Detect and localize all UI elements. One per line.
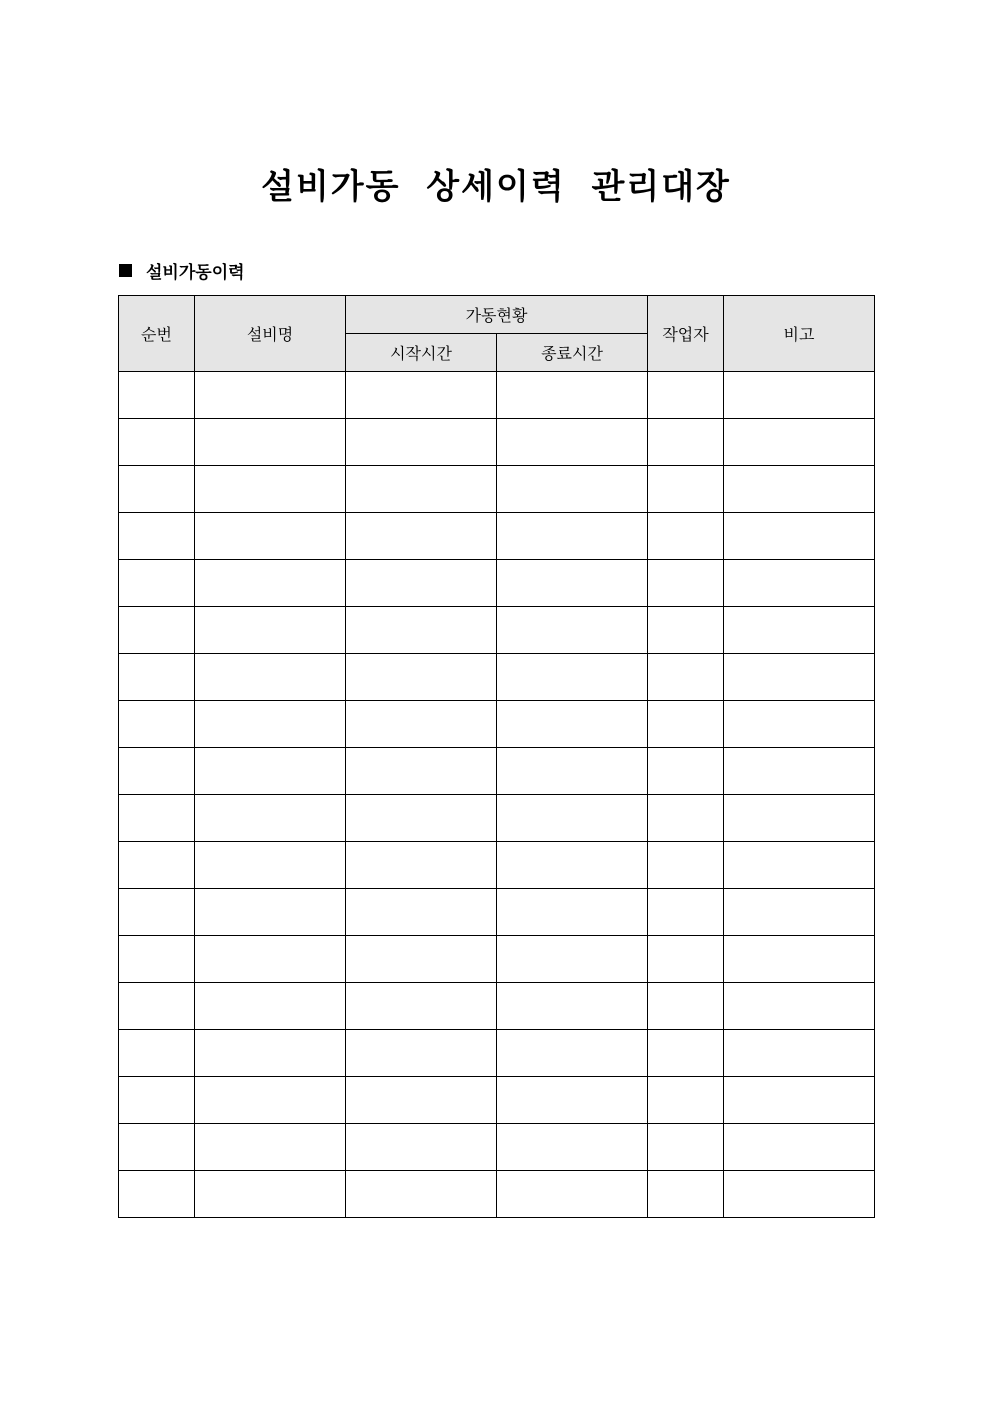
cell-equipment[interactable]	[195, 1030, 346, 1077]
cell-equipment[interactable]	[195, 748, 346, 795]
page-title: 설비가동 상세이력 관리대장	[261, 167, 731, 207]
table-header	[119, 296, 875, 372]
cell-start-time[interactable]	[346, 748, 497, 795]
cell-start-time[interactable]	[346, 560, 497, 607]
cell-start-time[interactable]	[346, 983, 497, 1030]
square-bullet-icon	[119, 264, 132, 277]
cell-end-time[interactable]	[497, 795, 648, 842]
cell-no[interactable]	[119, 607, 195, 654]
table-row	[119, 1124, 875, 1171]
cell-no[interactable]	[119, 1124, 195, 1171]
cell-remarks[interactable]	[724, 1030, 875, 1077]
cell-start-time[interactable]	[346, 1124, 497, 1171]
cell-end-time[interactable]	[497, 654, 648, 701]
cell-operator[interactable]	[648, 419, 724, 466]
cell-end-time[interactable]	[497, 560, 648, 607]
cell-remarks[interactable]	[724, 1124, 875, 1171]
cell-no[interactable]	[119, 654, 195, 701]
operation-history-table	[118, 295, 875, 1218]
cell-remarks[interactable]	[724, 419, 875, 466]
cell-equipment[interactable]	[195, 936, 346, 983]
cell-start-time[interactable]	[346, 466, 497, 513]
cell-operator[interactable]	[648, 983, 724, 1030]
header-operator: 작업자	[648, 296, 724, 372]
cell-end-time[interactable]	[497, 889, 648, 936]
cell-end-time[interactable]	[497, 936, 648, 983]
cell-no[interactable]	[119, 748, 195, 795]
cell-start-time[interactable]	[346, 889, 497, 936]
cell-equipment[interactable]	[195, 419, 346, 466]
table-row	[119, 1171, 875, 1218]
cell-remarks[interactable]	[724, 701, 875, 748]
cell-operator[interactable]	[648, 1030, 724, 1077]
cell-start-time[interactable]	[346, 513, 497, 560]
cell-operator[interactable]	[648, 466, 724, 513]
table-row	[119, 466, 875, 513]
cell-operator[interactable]	[648, 842, 724, 889]
cell-start-time[interactable]	[346, 1030, 497, 1077]
cell-operator[interactable]	[648, 936, 724, 983]
section-heading	[119, 257, 245, 283]
cell-no[interactable]	[119, 419, 195, 466]
cell-remarks[interactable]	[724, 513, 875, 560]
cell-operator[interactable]	[648, 607, 724, 654]
header-end-time: 종료시간	[497, 334, 648, 372]
table-row	[119, 1030, 875, 1077]
cell-start-time[interactable]	[346, 701, 497, 748]
cell-operator[interactable]	[648, 1171, 724, 1218]
cell-start-time[interactable]	[346, 654, 497, 701]
cell-operator[interactable]	[648, 560, 724, 607]
cell-end-time[interactable]	[497, 372, 648, 419]
table-row	[119, 701, 875, 748]
cell-no[interactable]	[119, 983, 195, 1030]
cell-equipment[interactable]	[195, 983, 346, 1030]
cell-equipment[interactable]	[195, 513, 346, 560]
table-row	[119, 607, 875, 654]
cell-end-time[interactable]	[497, 513, 648, 560]
table-row	[119, 748, 875, 795]
cell-end-time[interactable]	[497, 1124, 648, 1171]
table-row	[119, 654, 875, 701]
cell-no[interactable]	[119, 842, 195, 889]
table-row	[119, 1077, 875, 1124]
cell-equipment[interactable]	[195, 1077, 346, 1124]
cell-operator[interactable]	[648, 1077, 724, 1124]
table-row	[119, 372, 875, 419]
cell-equipment[interactable]	[195, 560, 346, 607]
cell-end-time[interactable]	[497, 1171, 648, 1218]
cell-remarks[interactable]	[724, 983, 875, 1030]
cell-operator[interactable]	[648, 748, 724, 795]
cell-remarks[interactable]	[724, 748, 875, 795]
cell-no[interactable]	[119, 889, 195, 936]
cell-start-time[interactable]	[346, 1077, 497, 1124]
cell-end-time[interactable]	[497, 842, 648, 889]
table-row	[119, 889, 875, 936]
table-row	[119, 936, 875, 983]
cell-equipment[interactable]	[195, 1171, 346, 1218]
cell-start-time[interactable]	[346, 936, 497, 983]
cell-start-time[interactable]	[346, 419, 497, 466]
cell-remarks[interactable]	[724, 936, 875, 983]
cell-remarks[interactable]	[724, 466, 875, 513]
table-row	[119, 560, 875, 607]
cell-remarks[interactable]	[724, 560, 875, 607]
cell-operator[interactable]	[648, 795, 724, 842]
cell-equipment[interactable]	[195, 466, 346, 513]
cell-remarks[interactable]	[724, 654, 875, 701]
cell-equipment[interactable]	[195, 372, 346, 419]
cell-end-time[interactable]	[497, 983, 648, 1030]
cell-no[interactable]	[119, 560, 195, 607]
cell-end-time[interactable]	[497, 419, 648, 466]
header-start-time: 시작시간	[346, 334, 497, 372]
cell-no[interactable]	[119, 466, 195, 513]
header-equipment: 설비명	[195, 296, 346, 372]
table-body	[119, 372, 875, 1218]
cell-no[interactable]	[119, 513, 195, 560]
cell-end-time[interactable]	[497, 1077, 648, 1124]
cell-operator[interactable]	[648, 372, 724, 419]
cell-no[interactable]	[119, 701, 195, 748]
cell-start-time[interactable]	[346, 372, 497, 419]
cell-no[interactable]	[119, 1077, 195, 1124]
table-row	[119, 513, 875, 560]
cell-no[interactable]	[119, 1030, 195, 1077]
cell-end-time[interactable]	[497, 701, 648, 748]
cell-operator[interactable]	[648, 513, 724, 560]
header-no: 순번	[119, 296, 195, 372]
cell-end-time[interactable]	[497, 607, 648, 654]
cell-remarks[interactable]	[724, 1077, 875, 1124]
cell-start-time[interactable]	[346, 795, 497, 842]
cell-equipment[interactable]	[195, 842, 346, 889]
cell-operator[interactable]	[648, 1124, 724, 1171]
cell-operator[interactable]	[648, 701, 724, 748]
section-heading-label: 설비가동이력	[146, 262, 245, 283]
table-row	[119, 983, 875, 1030]
cell-equipment[interactable]	[195, 795, 346, 842]
cell-operator[interactable]	[648, 654, 724, 701]
cell-no[interactable]	[119, 372, 195, 419]
cell-start-time[interactable]	[346, 607, 497, 654]
cell-equipment[interactable]	[195, 889, 346, 936]
table-row	[119, 795, 875, 842]
cell-remarks[interactable]	[724, 889, 875, 936]
cell-equipment[interactable]	[195, 1124, 346, 1171]
cell-remarks[interactable]	[724, 372, 875, 419]
cell-remarks[interactable]	[724, 842, 875, 889]
cell-operator[interactable]	[648, 889, 724, 936]
cell-remarks[interactable]	[724, 1171, 875, 1218]
header-remarks: 비고	[724, 296, 875, 372]
cell-equipment[interactable]	[195, 701, 346, 748]
cell-start-time[interactable]	[346, 1171, 497, 1218]
cell-end-time[interactable]	[497, 1030, 648, 1077]
header-operation-status: 가동현황	[346, 296, 648, 334]
table-row	[119, 419, 875, 466]
cell-end-time[interactable]	[497, 748, 648, 795]
cell-no[interactable]	[119, 795, 195, 842]
cell-no[interactable]	[119, 936, 195, 983]
cell-end-time[interactable]	[497, 466, 648, 513]
cell-no[interactable]	[119, 1171, 195, 1218]
table-row	[119, 842, 875, 889]
cell-equipment[interactable]	[195, 654, 346, 701]
cell-remarks[interactable]	[724, 795, 875, 842]
cell-equipment[interactable]	[195, 607, 346, 654]
cell-remarks[interactable]	[724, 607, 875, 654]
cell-start-time[interactable]	[346, 842, 497, 889]
